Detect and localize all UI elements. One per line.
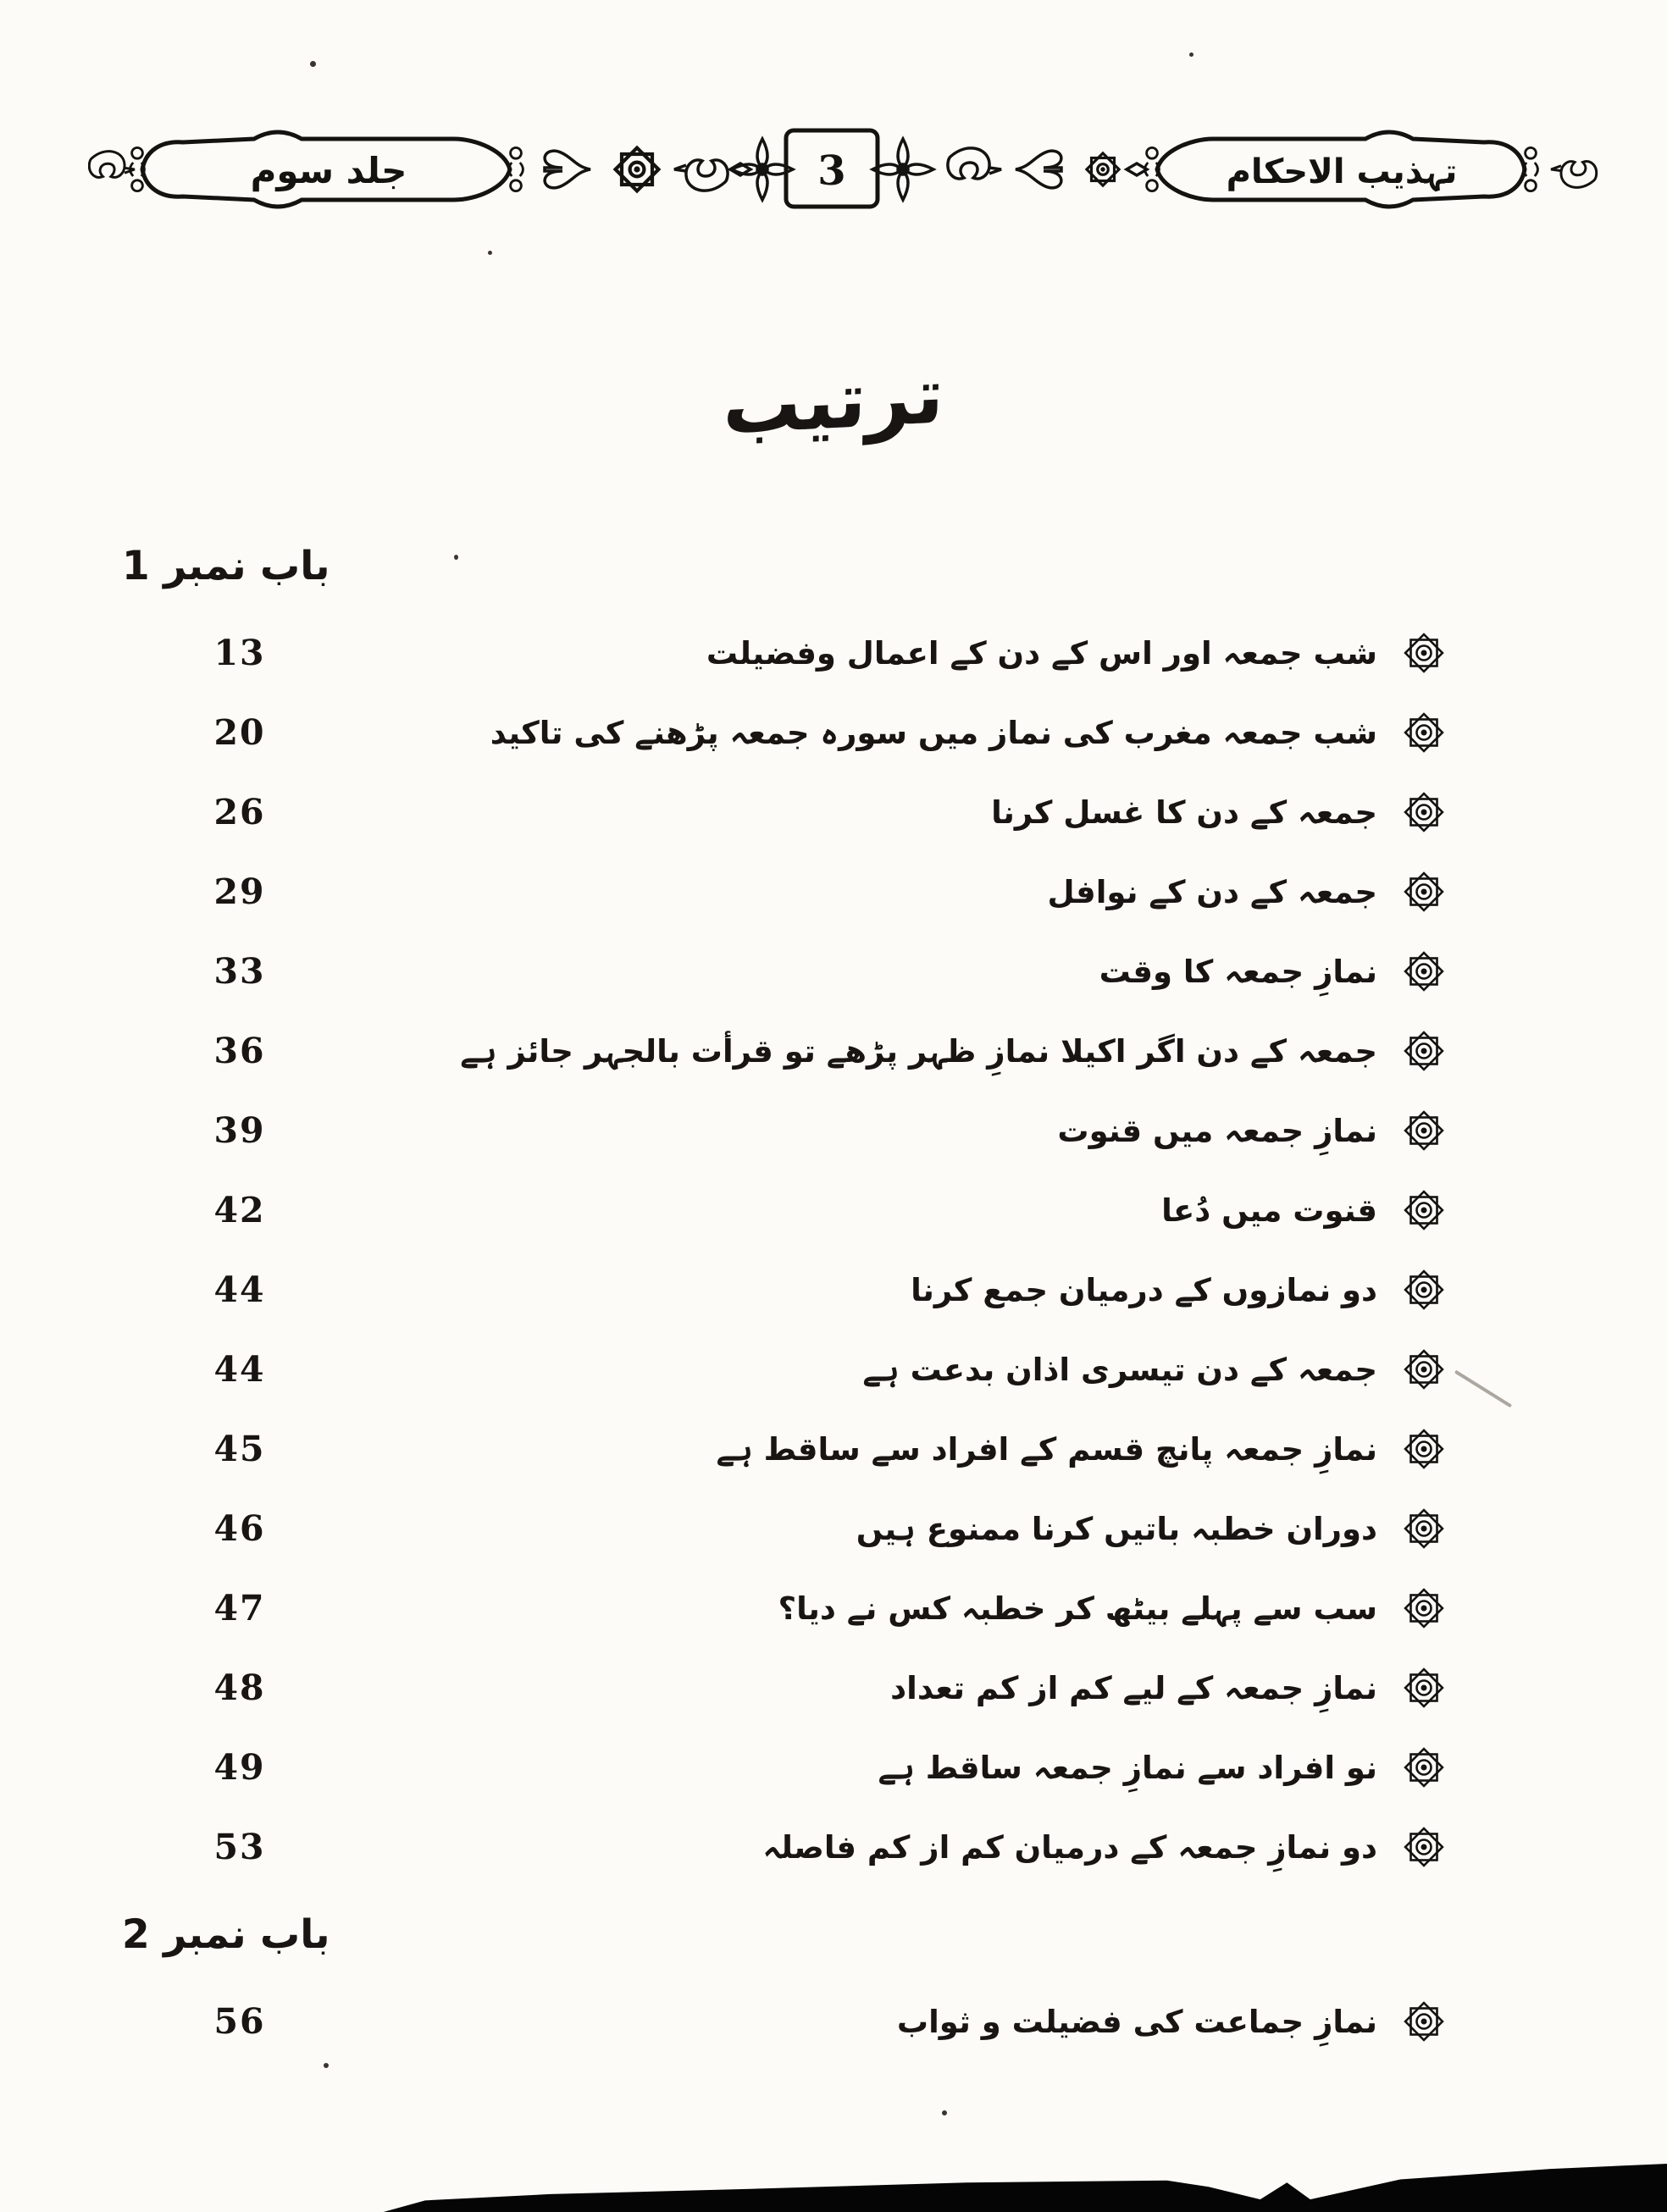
scan-speck: [324, 2063, 329, 2068]
book-title: تہذیب الاحکام: [1226, 152, 1458, 191]
toc-entry: [119, 1489, 1596, 1568]
toc-entry: [119, 613, 1596, 693]
rosette-bullet-icon: [1401, 1267, 1447, 1313]
toc-entry-body: [897, 1999, 1596, 2044]
toc-entry-page: 29: [213, 871, 266, 912]
rosette-bullet-icon: [1401, 1347, 1447, 1392]
header-band-graphic: [88, 107, 1606, 232]
chapter-heading: باب نمبر 1: [122, 542, 330, 589]
toc-entry: [119, 1648, 1596, 1728]
toc-entry-title: جمعہ کے دن کے نوافل: [1047, 873, 1377, 910]
toc-entry-page: 48: [213, 1667, 266, 1708]
toc-entry-page: 49: [213, 1747, 266, 1788]
toc-entry-body: [911, 1267, 1596, 1313]
toc-entry-title: شب جمعہ مغرب کی نماز میں سورہ جمعہ پڑھنے کی تاکید: [490, 714, 1377, 751]
ornament-scroll-icon: [89, 152, 135, 178]
header-ornament-band: [88, 107, 1606, 232]
toc-entry-title: نمازِ جمعہ کے لیے کم از کم تعداد: [890, 1669, 1377, 1706]
toc-entry-page: 42: [213, 1190, 266, 1230]
rosette-bullet-icon: [1401, 1999, 1447, 2044]
toc-entry-page: 56: [213, 2001, 266, 2042]
toc-entry: [119, 772, 1596, 852]
toc-entry-body: [1161, 1187, 1596, 1233]
toc-entry-page: 46: [213, 1508, 266, 1549]
toc-entry-body: [991, 789, 1596, 835]
toc-entry-title: جمعہ کے دن کا غسل کرنا: [991, 794, 1377, 831]
toc-entry-page: 20: [213, 712, 266, 753]
toc-entry-page: 26: [213, 792, 266, 832]
toc-entry-body: [1057, 1108, 1596, 1153]
ornament-tulip-icon: [545, 151, 590, 188]
toc-entry: [119, 1409, 1596, 1489]
scan-speck: [1189, 53, 1193, 57]
toc-entry-page: 13: [213, 633, 266, 673]
toc-entry-title: نو افراد سے نمازِ جمعہ ساقط ہے: [878, 1749, 1377, 1786]
toc-entry: [119, 1091, 1596, 1170]
ornament-scroll-icon: [674, 160, 728, 191]
toc-entry-title: جمعہ کے دن تیسری اذان بدعت ہے: [862, 1351, 1377, 1388]
ornament-flower-icon: [732, 139, 793, 200]
toc-entry-page: 39: [213, 1110, 266, 1151]
page-title: ترتیب: [722, 350, 945, 452]
toc-entry-body: [762, 1824, 1596, 1870]
toc-entry: [119, 932, 1596, 1011]
toc-entry-body: [1099, 948, 1596, 994]
toc-entry-title: جمعہ کے دن اگر اکیلا نمازِ ظہر پڑھے تو قرأت بالجہر جائز ہے: [460, 1032, 1377, 1070]
toc-entry-body: [716, 1426, 1596, 1472]
toc-entry-title: نمازِ جمعہ میں قنوت: [1057, 1112, 1377, 1149]
rosette-bullet-icon: [1401, 630, 1447, 676]
toc-entry: [119, 852, 1596, 932]
ornament-rosette-icon: [1087, 153, 1119, 185]
toc-entry-title: قنوت میں دُعا: [1161, 1192, 1377, 1229]
toc-entry: [119, 1728, 1596, 1807]
toc-entry-page: 33: [213, 951, 266, 992]
toc-entry-body: [706, 630, 1596, 676]
toc-entry-title: دوران خطبہ باتیں کرنا ممنوع ہیں: [856, 1510, 1377, 1547]
toc-entry-title: دو نمازوں کے درمیان جمع کرنا: [911, 1271, 1377, 1308]
toc-entry-title: دو نمازِ جمعہ کے درمیان کم از کم فاصلہ: [762, 1828, 1377, 1866]
scan-speck: [454, 555, 458, 560]
rosette-bullet-icon: [1401, 1187, 1447, 1233]
rosette-bullet-icon: [1401, 1028, 1447, 1074]
toc-entry: [119, 693, 1596, 772]
rosette-bullet-icon: [1401, 948, 1447, 994]
ornament-tulip-icon: [1016, 151, 1061, 188]
toc-entry-body: [460, 1028, 1596, 1074]
toc-entry: [119, 1250, 1596, 1330]
toc-entry-title: سب سے پہلے بیٹھ کر خطبہ کس نے دیا؟: [778, 1590, 1377, 1627]
toc-entry-body: [856, 1506, 1596, 1551]
toc-entry-body: [878, 1745, 1596, 1790]
toc-entry: [119, 1330, 1596, 1409]
toc-entry: [119, 1170, 1596, 1250]
ornament-flower-icon: [872, 139, 933, 200]
rosette-bullet-icon: [1401, 1665, 1447, 1711]
page-number: 3: [817, 147, 846, 195]
scan-speck: [942, 2110, 947, 2115]
toc-entry-body: [862, 1347, 1596, 1392]
toc-entry-body: [1047, 869, 1596, 915]
toc-entry: [119, 1568, 1596, 1648]
chapter-heading: باب نمبر 2: [122, 1911, 330, 1958]
ornament-scroll-icon: [1551, 162, 1597, 188]
scan-speck: [310, 61, 316, 67]
toc-entry-page: 47: [213, 1588, 266, 1629]
rosette-bullet-icon: [1401, 1585, 1447, 1631]
toc-entry-page: 44: [213, 1349, 266, 1390]
rosette-bullet-icon: [1401, 869, 1447, 915]
toc-entry-page: 36: [213, 1031, 266, 1071]
volume-label: جلد سوم: [250, 150, 407, 191]
toc-entry: [119, 1011, 1596, 1091]
toc-entry-body: [490, 710, 1596, 755]
rosette-bullet-icon: [1401, 1745, 1447, 1790]
rosette-bullet-icon: [1401, 1108, 1447, 1153]
rosette-bullet-icon: [1401, 1506, 1447, 1551]
rosette-bullet-icon: [1401, 1426, 1447, 1472]
toc-entry-title: شب جمعہ اور اس کے دن کے اعمال وفضیلت: [706, 634, 1377, 672]
toc: [119, 518, 1596, 2061]
toc-entry: [119, 1982, 1596, 2061]
toc-entry: [119, 1807, 1596, 1887]
toc-entry-page: 45: [213, 1429, 266, 1469]
rosette-bullet-icon: [1401, 789, 1447, 835]
toc-entry-body: [890, 1665, 1596, 1711]
toc-entry-body: [778, 1585, 1596, 1631]
ornament-rosette-icon: [616, 148, 659, 191]
rosette-bullet-icon: [1401, 1824, 1447, 1870]
toc-entry-title: نمازِ جمعہ کا وقت: [1099, 953, 1377, 990]
toc-entry-page: 53: [213, 1827, 266, 1867]
toc-entry-page: 44: [213, 1269, 266, 1310]
toc-entry-title: نمازِ جماعت کی فضیلت و ثواب: [896, 2003, 1377, 2040]
scan-edge-shadow: [0, 2159, 1667, 2212]
toc-entry-title: نمازِ جمعہ پانچ قسم کے افراد سے ساقط ہے: [716, 1430, 1377, 1468]
scan-speck: [488, 251, 492, 255]
rosette-bullet-icon: [1401, 710, 1447, 755]
ornament-scroll-icon: [948, 148, 1001, 179]
